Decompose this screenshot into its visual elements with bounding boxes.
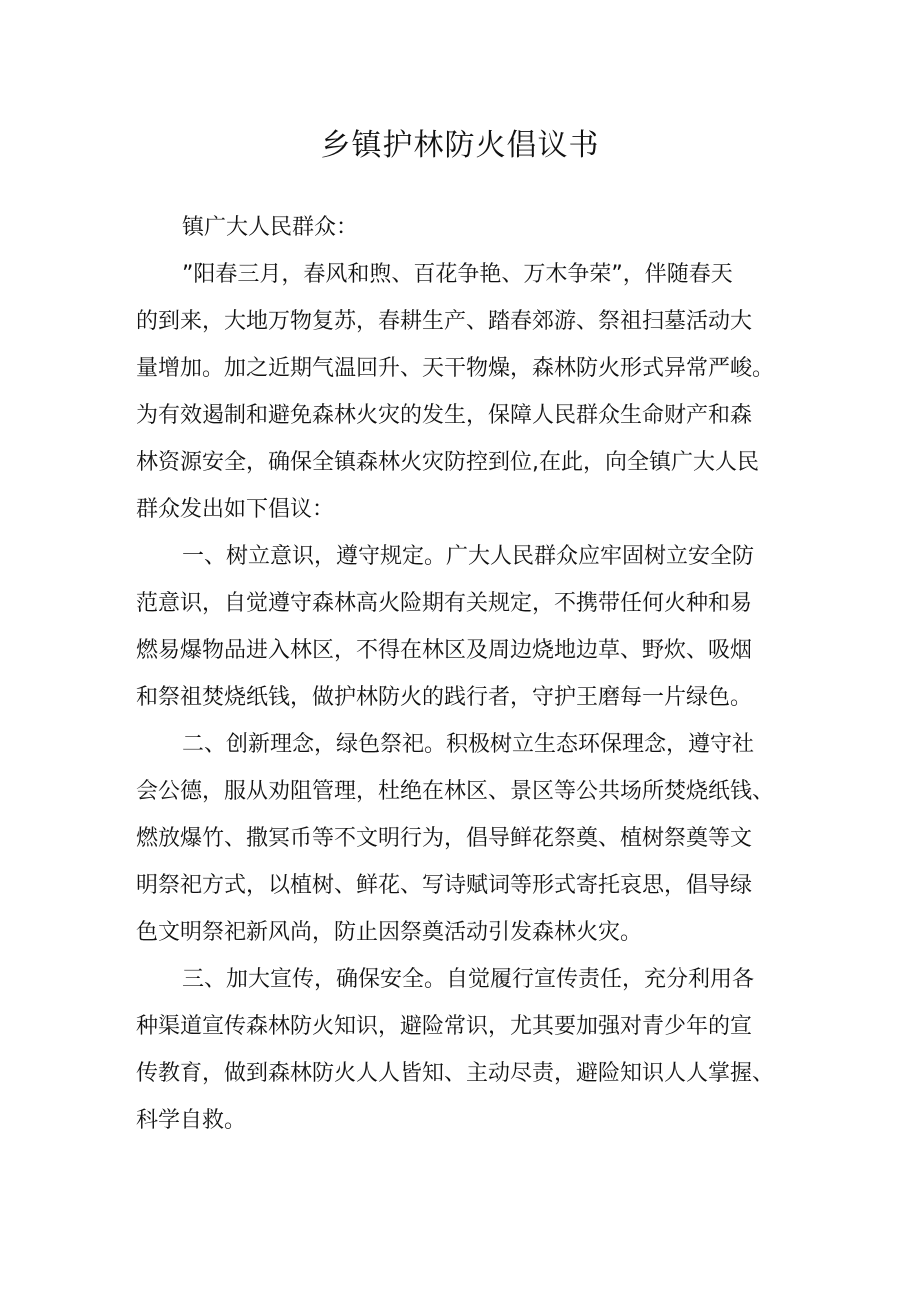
text-line: 会公德，服从劝阻管理，杜绝在林区、景区等公共场所焚烧纸钱、 [136, 779, 775, 804]
paragraph-item-1 [136, 533, 808, 721]
text-line: 二、创新理念，绿色祭祀。积极树立生态环保理念，遵守社 [182, 732, 755, 757]
text-line: 三、加大宣传，确保安全。自觉履行宣传责任，充分利用各 [182, 967, 755, 992]
text-line: 和祭祖焚烧纸钱，做护林防火的践行者，守护王磨每一片绿色。 [136, 685, 753, 710]
text-line: 群众发出如下倡议： [136, 497, 335, 522]
text-line: 燃易爆物品进入林区，不得在林区及周边烧地边草、野炊、吸烟 [136, 638, 753, 663]
text-line: 燃放爆竹、撒冥币等不文明行为，倡导鲜花祭奠、植树祭奠等文 [136, 826, 753, 851]
text-line: 范意识，自觉遵守森林高火险期有关规定，不携带任何火种和易 [136, 591, 753, 616]
paragraph-item-2 [136, 721, 808, 956]
text-line: ”阳春三月，春风和煦、百花争艳、万木争荣”，伴随春天 [182, 262, 733, 287]
paragraph-item-3 [136, 956, 808, 1144]
text-line: 一、树立意识，遵守规定。广大人民群众应牢固树立安全防 [182, 544, 755, 569]
text-line: 林资源安全，确保全镇森林火灾防控到位,在此，向全镇广大人民 [136, 450, 759, 475]
text-line: 为有效遏制和避免森林火灾的发生，保障人民群众生命财产和森 [136, 403, 753, 428]
text-line: 科学自救。 [136, 1108, 247, 1133]
document-body [136, 204, 808, 1144]
text-line: 色文明祭祀新风尚，防止因祭奠活动引发森林火灾。 [136, 920, 643, 945]
page-title: 乡镇护林防火倡议书 [320, 128, 600, 163]
text-line: 量增加。加之近期气温回升、天干物燥，森林防火形式异常严峻。 [136, 356, 775, 381]
paragraph-intro [136, 251, 808, 533]
text-line: 传教育，做到森林防火人人皆知、主动尽责，避险知识人人掌握、 [136, 1061, 775, 1086]
salutation: 镇广大人民群众： [182, 215, 359, 240]
text-line: 的到来，大地万物复苏，春耕生产、踏春郊游、祭祖扫墓活动大 [136, 309, 753, 334]
text-line: 种渠道宣传森林防火知识，避险常识，尤其要加强对青少年的宣 [136, 1014, 753, 1039]
text-line: 明祭祀方式，以植树、鲜花、写诗赋词等形式寄托哀思，倡导绿 [136, 873, 753, 898]
